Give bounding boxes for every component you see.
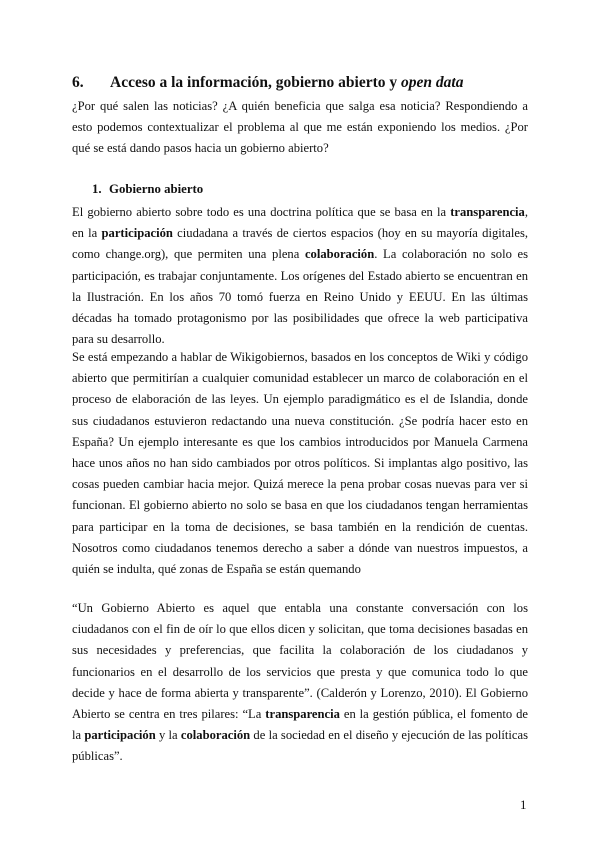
text-run: y la [155, 728, 181, 743]
text-run: de la sociedad en el diseño y ejecución de las políticas públicas”. [72, 728, 528, 764]
intro-paragraph: ¿Por qué salen las noticias? ¿A quién beneficia que salga esa noticia? Respondiendo a esto podemos contextualizar el problema al que me están exponiendo los medios. ¿Por qué se está dando pasos hacia un gobierno abierto? [72, 99, 528, 156]
bold-term-transparencia: transparencia [450, 205, 525, 219]
bold-term-colaboracion: colaboración [180, 728, 251, 743]
paragraph-wikigobiernos: Se está empezando a hablar de Wikigobiernos, basados en los conceptos de Wiki y código abierto que permitirían a cualquier comunidad establecer un marco de colaboración en el proceso de elaboración de las leyes. Un ejemplo paradigmático es el de Islandia, donde sus ciudadanos estuvieron redactando una nueva constitución. ¿Se podría hacer esto en España? Un ejemplo interesante es que los cambios introducidos por Manuela Carmena hace unos años no han sido cambiados por otros políticos. Si implantas algo positivo, las cosas pueden cambiar hacia mejor. Quizá merece la pena probar cosas nuevas para ver si funcionan. El gobierno abierto no solo se basa en que los ciudadanos tengan herramientas para participar en la toma de decisiones, se basa también en la rendición de cuentas. Nosotros como ciudadanos tenemos derecho a saber a dónde van nuestros impuestos, a quién se indulta, qué zonas de España se están quemando [72, 350, 528, 577]
subsection-number: 1. [92, 182, 102, 196]
bold-term-transparencia: transparencia [265, 707, 340, 722]
section-number: 6. [72, 74, 84, 91]
paragraph-gobierno-abierto [72, 202, 528, 350]
text-run: “Un Gobierno Abierto es aquel que entabla una constante conversación con los ciudadanos con el fin de oír lo que ellos dicen y solicitan, que toma decisiones basadas en sus necesidades y preferencias, que facilita la colaboración de los ciudadanos y funcionarios en el desarrollo de los servicios que presta y que comunica todo lo que decide y hace de forma abierta y transparente”. (Calderón y Lorenzo, 2010). El Gobierno Abierto se centra en tres pilares: “La [72, 601, 528, 722]
text-run: ciudadana a través de ciertos espacios (hoy en su mayoría digitales, como change.org), que permiten una plena [72, 226, 528, 262]
page-number: 1 [520, 797, 527, 812]
bold-term-colaboracion: colaboración [304, 247, 375, 262]
paragraph-quote [72, 598, 528, 768]
text-run: en la gestión pública, el fomento de la [72, 707, 528, 743]
text-run: . La colaboración no solo es participación, es trabajar conjuntamente. Los orígenes del Estado abierto se encuentran en la Ilustración. En los años 70 tomó fuerza en Reino Unido y EEUU. En las últimas décadas ha tomado protagonismo por las posibilidades que ofrece la web participativa para su desarrollo. [72, 247, 528, 347]
section-title: Acceso a la información, gobierno abierto y [110, 74, 402, 91]
section-heading [72, 74, 532, 92]
bold-term-participacion: participación [84, 728, 156, 743]
subsection-heading [92, 182, 203, 197]
text-run: , en la [72, 205, 528, 241]
text-run: El gobierno abierto sobre todo es una doctrina política que se basa en la [72, 205, 451, 219]
subsection-title: Gobierno abierto [109, 182, 204, 196]
bold-term-participacion: participación [101, 226, 173, 241]
section-title-emphasis: open data [401, 74, 464, 91]
